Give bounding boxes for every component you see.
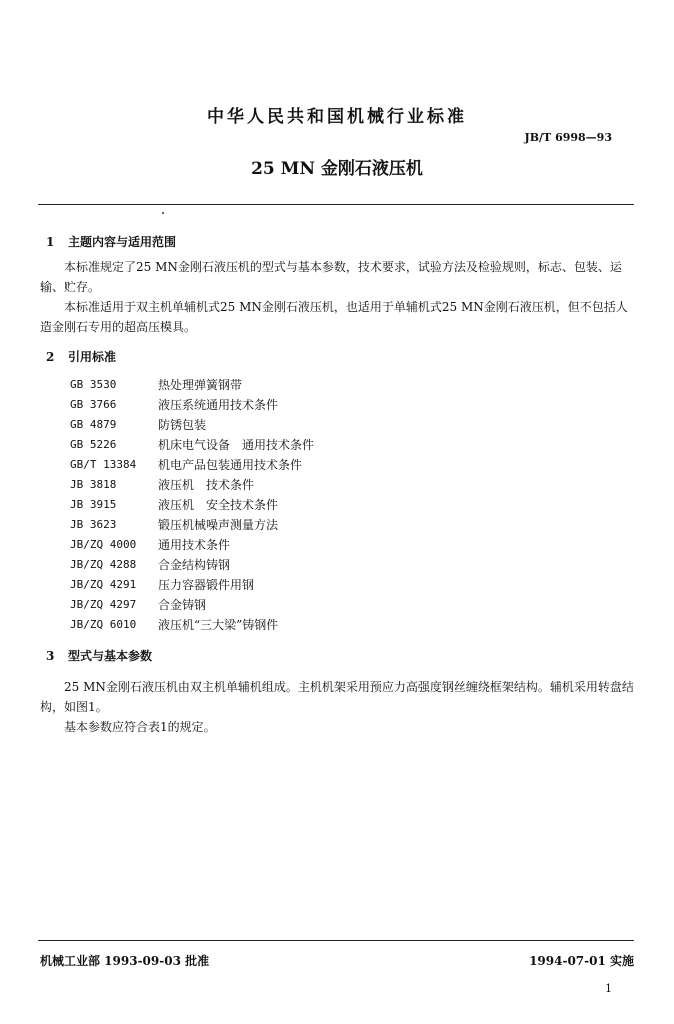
reference-code: GB 3530: [70, 378, 117, 391]
document-title: 25 MN 金刚石液压机: [251, 159, 423, 179]
reference-code: GB 5226: [70, 438, 117, 451]
section-number: 1: [46, 235, 55, 249]
reference-name: 锻压机械噪声测量方法: [158, 518, 279, 532]
reference-row: [70, 515, 314, 535]
section-title: 引用标准: [68, 350, 117, 364]
reference-name: 热处理弹簧钢带: [158, 378, 243, 392]
effective-date: 1994-07-01 实施: [529, 954, 634, 968]
reference-code: JB/ZQ 6010: [70, 618, 137, 631]
reference-row: [70, 495, 314, 515]
reference-row: [70, 575, 314, 595]
scan-dot: [162, 212, 164, 214]
reference-name: 液压系统通用技术条件: [158, 398, 279, 412]
standard-code: JB/T 6998—93: [524, 131, 612, 144]
reference-code: GB/T 13384: [70, 458, 137, 471]
reference-list: [70, 375, 314, 635]
reference-name: 合金结构铸钢: [158, 558, 231, 572]
reference-name: 防锈包装: [158, 418, 207, 432]
reference-name: 通用技术条件: [158, 538, 231, 552]
section-number: 2: [46, 350, 55, 364]
reference-code: JB/ZQ 4288: [70, 558, 137, 571]
reference-code: JB 3915: [70, 498, 117, 511]
issuing-organization: 中华人民共和国机械行业标准: [207, 107, 467, 127]
section-title: 主题内容与适用范围: [68, 235, 177, 249]
reference-row: [70, 615, 314, 635]
reference-name: 液压机 技术条件: [158, 478, 255, 492]
reference-row: [70, 435, 314, 455]
reference-code: GB 3766: [70, 398, 117, 411]
reference-row: [70, 395, 314, 415]
reference-code: GB 4879: [70, 418, 117, 431]
section-3-heading: [46, 647, 152, 664]
reference-name: 合金铸钢: [158, 598, 207, 612]
reference-row: [70, 375, 314, 395]
reference-name: 压力容器锻件用钢: [158, 578, 255, 592]
footer-divider: [38, 940, 634, 941]
reference-name: 液压机 安全技术条件: [158, 498, 279, 512]
section-1-paragraph-1: 本标准规定了25 MN金刚石液压机的型式与基本参数，技术要求，试验方法及检验规则，标志、包装、运输、贮存。: [40, 260, 622, 294]
reference-code: JB 3623: [70, 518, 117, 531]
reference-row: [70, 415, 314, 435]
reference-code: JB/ZQ 4297: [70, 598, 137, 611]
section-title: 型式与基本参数: [68, 649, 153, 663]
reference-code: JB/ZQ 4000: [70, 538, 137, 551]
section-3-paragraph-1: 25 MN金刚石液压机由双主机单辅机组成。主机机架采用预应力高强度钢丝缠绕框架结构。辅机采用转盘结构，如图1。: [40, 680, 634, 714]
reference-row: [70, 595, 314, 615]
reference-name: 机床电气设备 通用技术条件: [158, 438, 315, 452]
reference-code: JB 3818: [70, 478, 117, 491]
approval-date: 机械工业部 1993-09-03 批准: [40, 954, 210, 968]
reference-code: JB/ZQ 4291: [70, 578, 137, 591]
section-1-paragraph-2: 本标准适用于双主机单辅机式25 MN金刚石液压机，也适用于单辅机式25 MN金刚石液压机，但不包括人造金刚石专用的超高压模具。: [40, 300, 628, 334]
section-3-paragraph-2: 基本参数应符合表1的规定。: [64, 720, 216, 734]
reference-row: [70, 555, 314, 575]
reference-name: 液压机“三大梁”铸钢件: [158, 618, 279, 632]
reference-row: [70, 535, 314, 555]
section-2-heading: [46, 348, 116, 365]
reference-row: [70, 475, 314, 495]
section-1-heading: [46, 233, 176, 250]
section-number: 3: [46, 649, 55, 663]
reference-name: 机电产品包装通用技术条件: [158, 458, 303, 472]
reference-row: [70, 455, 314, 475]
page-number: 1: [605, 982, 612, 995]
header-divider: [38, 204, 634, 205]
